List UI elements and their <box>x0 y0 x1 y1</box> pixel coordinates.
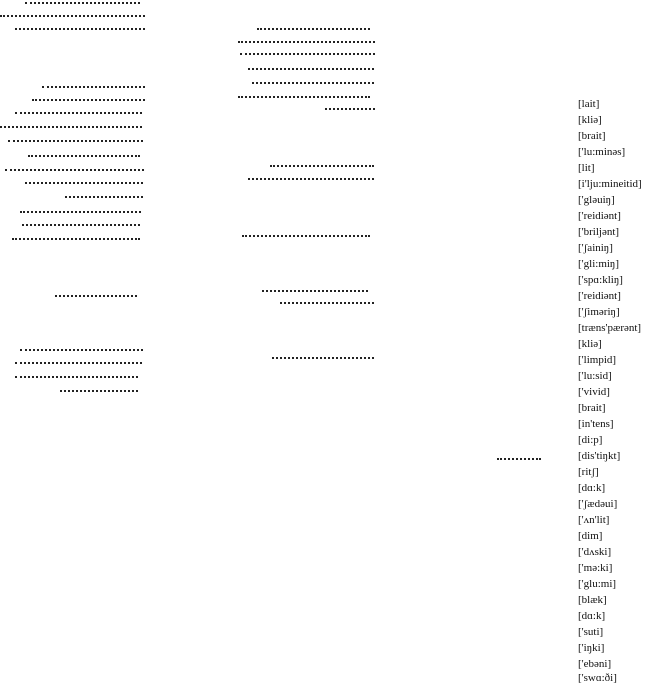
blank-line <box>28 155 140 157</box>
blank-line <box>257 28 370 30</box>
blank-line <box>262 290 368 292</box>
blank-line <box>12 238 140 240</box>
blank-line <box>15 376 138 378</box>
blank-line <box>242 235 370 237</box>
blank-line <box>5 169 144 171</box>
blank-line <box>15 112 142 114</box>
pronunciation: ['briljənt] <box>578 226 620 238</box>
pronunciation: ['gli:miŋ] <box>578 258 620 270</box>
blank-line <box>8 140 143 142</box>
blank-line <box>238 41 375 43</box>
blank-line <box>272 357 374 359</box>
pronunciation: ['limpid] <box>578 354 617 366</box>
pronunciation: ['spɑ:kliŋ] <box>578 274 623 286</box>
pronunciation: ['ebəni] <box>578 658 612 670</box>
pronunciation: [lait] <box>578 98 600 110</box>
pronunciation: [træns'pærənt] <box>578 322 642 334</box>
blank-line <box>0 15 145 17</box>
pronunciation: [brait] <box>578 402 606 414</box>
blank-line <box>248 178 374 180</box>
blank-line <box>325 108 375 110</box>
blank-line <box>60 390 138 392</box>
blank-line <box>32 99 145 101</box>
pronunciation: [dim] <box>578 530 603 542</box>
pronunciation: ['reidiənt] <box>578 290 621 302</box>
blank-line <box>25 2 140 4</box>
pronunciation: [lit] <box>578 162 595 174</box>
blank-line <box>42 86 145 88</box>
pronunciation: ['ʃimәriŋ] <box>578 306 620 318</box>
pronunciation: [ritʃ] <box>578 466 599 478</box>
pronunciation: ['ʃædəui] <box>578 498 618 510</box>
pronunciation: [i'lju:mineitid] <box>578 178 642 190</box>
blank-line <box>280 302 374 304</box>
blank-line <box>15 28 145 30</box>
blank-line <box>0 126 142 128</box>
pronunciation: [di:p] <box>578 434 603 446</box>
blank-line <box>252 82 374 84</box>
pronunciation: [dɑ:k] <box>578 482 606 494</box>
blank-line <box>20 349 143 351</box>
blank-line <box>22 224 140 226</box>
pronunciation: [in'tens] <box>578 418 614 430</box>
pronunciation: [dis'tiŋkt] <box>578 450 621 462</box>
pronunciation: ['iŋki] <box>578 642 605 654</box>
pronunciation: [kliə] <box>578 338 602 350</box>
blank-line <box>240 53 375 55</box>
blank-line <box>270 165 374 167</box>
pronunciation: ['ʌn'lit] <box>578 514 610 526</box>
blank-line <box>25 182 143 184</box>
pronunciation: ['suti] <box>578 626 604 638</box>
pronunciation: ['gləuiŋ] <box>578 194 615 206</box>
pronunciation: ['ʃainiŋ] <box>578 242 613 254</box>
pronunciation: [kliə] <box>578 114 602 126</box>
pronunciation: ['mə:ki] <box>578 562 613 574</box>
pronunciation: ['vivid] <box>578 386 610 398</box>
blank-line <box>15 362 142 364</box>
pronunciation: [blæk] <box>578 594 607 606</box>
blank-line <box>20 211 141 213</box>
blank-line <box>248 68 374 70</box>
blank-line <box>238 96 370 98</box>
pronunciation: [brait] <box>578 130 606 142</box>
pronunciation: ['reidiənt] <box>578 210 621 222</box>
blank-line <box>55 295 137 297</box>
pronunciation: ['lu:sid] <box>578 370 612 382</box>
blank-line <box>497 458 541 460</box>
pronunciation: ['glu:mi] <box>578 578 617 590</box>
pronunciation: [dɑ:k] <box>578 610 606 622</box>
pronunciation: ['dʌski] <box>578 546 612 558</box>
pronunciation: ['lu:minəs] <box>578 146 626 158</box>
pronunciation: ['swɑ:ði] <box>578 672 617 684</box>
blank-line <box>65 196 143 198</box>
